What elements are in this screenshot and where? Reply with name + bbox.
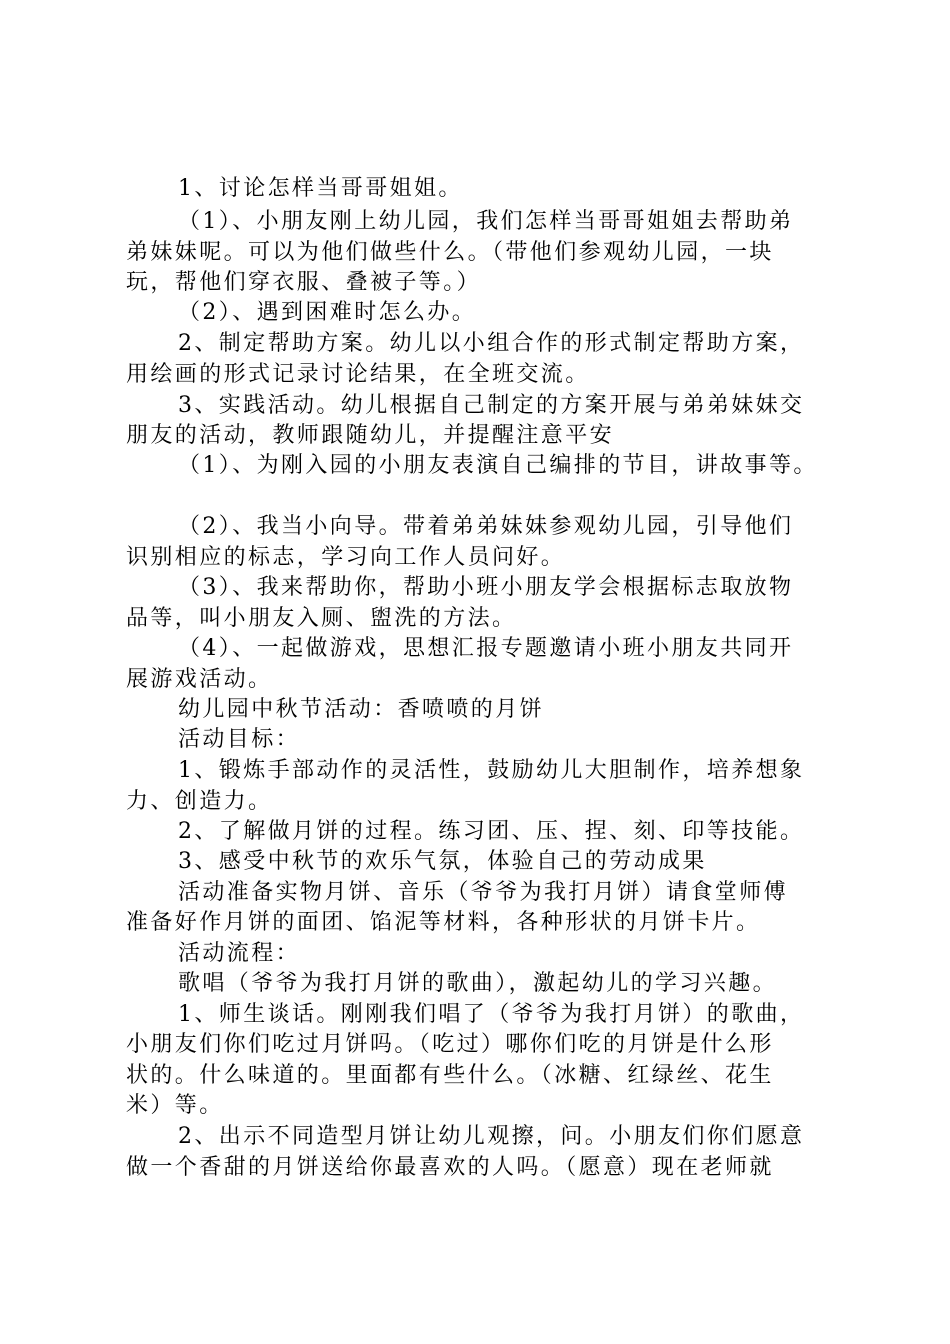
paragraph-line: 2、了解做月饼的过程。练习团、压、捏、刻、印等技能。 xyxy=(178,819,805,844)
paragraph-line: 用绘画的形式记录讨论结果，在全班交流。 xyxy=(126,362,590,387)
paragraph-line: 3、实践活动。幼儿根据自己制定的方案开展与弟弟妹妹交 xyxy=(178,393,805,418)
paragraph-line: 品等，叫小朋友入厕、盥洗的方法。 xyxy=(126,606,517,631)
paragraph-line: 状的。什么味道的。里面都有些什么。（冰糖、红绿丝、花生 xyxy=(126,1063,774,1088)
paragraph-line: 3、感受中秋节的欢乐气氛，体验自己的劳动成果 xyxy=(178,849,707,874)
paragraph-line: 做一个香甜的月饼送给你最喜欢的人吗。（愿意）现在老师就 xyxy=(126,1155,774,1180)
paragraph-line: （3）、我来帮助你，帮助小班小朋友学会根据标志取放物 xyxy=(178,575,794,600)
paragraph-line: 2、制定帮助方案。幼儿以小组合作的形式制定帮助方案， xyxy=(178,331,805,356)
paragraph-line: 展游戏活动。 xyxy=(126,667,273,692)
paragraph-line: 活动准备实物月饼、音乐（爷爷为我打月饼）请食堂师傅 xyxy=(178,880,789,905)
paragraph-line: 弟妹妹呢。可以为他们做些什么。（带他们参观幼儿园，一块 xyxy=(126,240,774,265)
paragraph-line: 力、创造力。 xyxy=(126,789,273,814)
paragraph-line: （1）、为刚入园的小朋友表演自己编排的节目，讲故事等。 xyxy=(178,453,818,478)
paragraph-line: 识别相应的标志，学习向工作人员问好。 xyxy=(126,545,566,570)
paragraph-line: 朋友的活动，教师跟随幼儿，并提醒注意平安 xyxy=(126,423,615,448)
section-heading: 幼儿园中秋节活动：香喷喷的月饼 xyxy=(178,697,545,722)
paragraph-line: （2）、我当小向导。带着弟弟妹妹参观幼儿园，引导他们 xyxy=(178,514,794,539)
paragraph-line: 准备好作月饼的面团、馅泥等材料，各种形状的月饼卡片。 xyxy=(126,910,761,935)
paragraph-line: 小朋友们你们吃过月饼吗。（吃过）哪你们吃的月饼是什么形 xyxy=(126,1032,774,1057)
paragraph-line: 玩，帮他们穿衣服、叠被子等。） xyxy=(126,270,482,295)
paragraph-line: 歌唱（爷爷为我打月饼的歌曲），激起幼儿的学习兴趣。 xyxy=(178,971,778,996)
subheading: 活动流程： xyxy=(178,941,301,966)
paragraph-line: 1、师生谈话。刚刚我们唱了（爷爷为我打月饼）的歌曲， xyxy=(178,1002,805,1027)
paragraph-line: 1、锻炼手部动作的灵活性，鼓励幼儿大胆制作，培养想象 xyxy=(178,758,805,783)
paragraph-line: （4）、一起做游戏，思想汇报专题邀请小班小朋友共同开 xyxy=(178,636,794,661)
paragraph-line: 2、出示不同造型月饼让幼儿观擦，问。小朋友们你们愿意 xyxy=(178,1124,805,1149)
paragraph-line: （2）、遇到困难时怎么办。 xyxy=(178,300,477,325)
paragraph-line: 米）等。 xyxy=(126,1093,224,1118)
subheading: 活动目标： xyxy=(178,727,301,752)
paragraph-line: 1、讨论怎样当哥哥姐姐。 xyxy=(178,176,463,201)
paragraph-line: （1）、小朋友刚上幼儿园，我们怎样当哥哥姐姐去帮助弟 xyxy=(178,209,794,234)
